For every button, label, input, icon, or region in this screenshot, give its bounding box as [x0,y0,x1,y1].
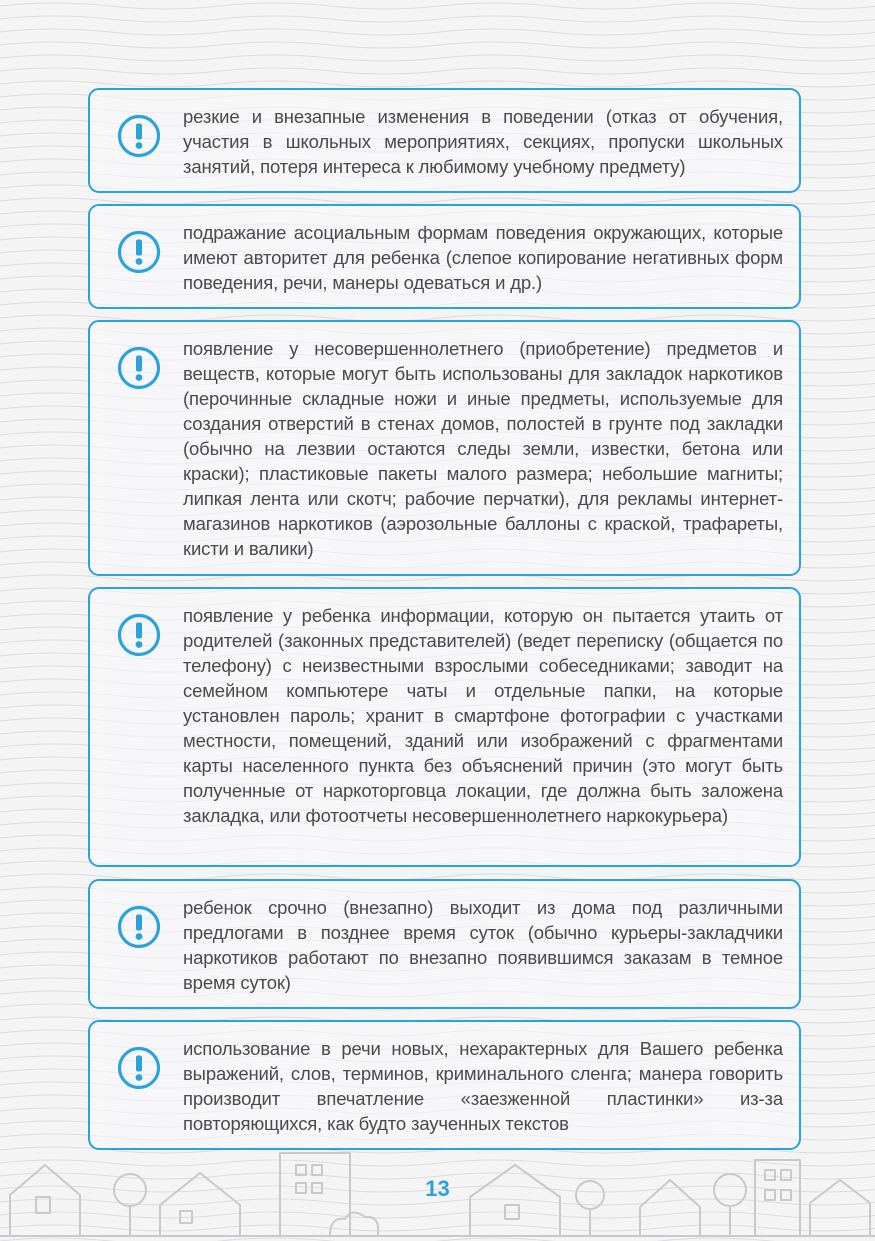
card-text: использование в речи новых, нехарактерных для Вашего ребенка выражений, слов, терминов, криминального сленга; манера говорить производит впечатление «заезженной пластинки» из-за повторяющихся, как будто заученных текстов [183,1038,783,1134]
card-text: появление у несовершеннолетнего (приобретение) предметов и веществ, которые могут быть использованы для закладок наркотиков (перочинные складные ножи и иные предметы, используемые для создания отверстий в стенах домов, полостей в грунте под закладки (обычно на лезвии остаются следы земли, известки, бетона или краски); пластиковые пакеты малого размера; небольшие магниты; липкая лента или скотч; рабочие перчатки), для рекламы интернет-магазинов наркотиков (аэрозольные баллоны с краской, трафареты, кисти и валики) [183,338,783,559]
exclamation-icon [117,230,161,274]
warning-card-1 [88,88,801,193]
exclamation-icon [117,1046,161,1090]
exclamation-icon [117,613,161,657]
warning-card-2 [88,204,801,309]
card-text: ребенок срочно (внезапно) выходит из дома под различными предлогами в позднее время суток (обычно курьеры-закладчики наркотиков работают по внезапно появившимся заказам в темное время суток) [183,897,783,993]
exclamation-icon [117,905,161,949]
page-number: 13 [425,1176,450,1201]
warning-card-4 [88,587,801,867]
card-text: подражание асоциальным формам поведения окружающих, которые имеют авторитет для ребенка (слепое копирование негативных форм поведения, речи, манеры одеваться и др.) [183,222,783,293]
card-text: появление у ребенка информации, которую он пытается утаить от родителей (законных представителей) (ведет переписку (общается по телефону) с неизвестными взрослыми собеседниками; заводит на семейном компьютере чаты и отдельные папки, на которые установлен пароль; хранит в смартфоне фотографии с участками местности, помещений, зданий или изображений с фрагментами карты населенного пункта без объяснений причин (это могут быть полученные от наркоторговца локации, где должна быть заложена закладка, или фотоотчеты несовершеннолетнего наркокурьера) [183,605,783,826]
exclamation-icon [117,346,161,390]
card-text: резкие и внезапные изменения в поведении (отказ от обучения, участия в школьных мероприятиях, секциях, пропуски школьных занятий, потеря интереса к любимому учебному предмету) [183,106,783,177]
warning-card-3 [88,320,801,576]
exclamation-icon [117,114,161,158]
warning-card-5 [88,879,801,1009]
warning-card-6 [88,1020,801,1150]
